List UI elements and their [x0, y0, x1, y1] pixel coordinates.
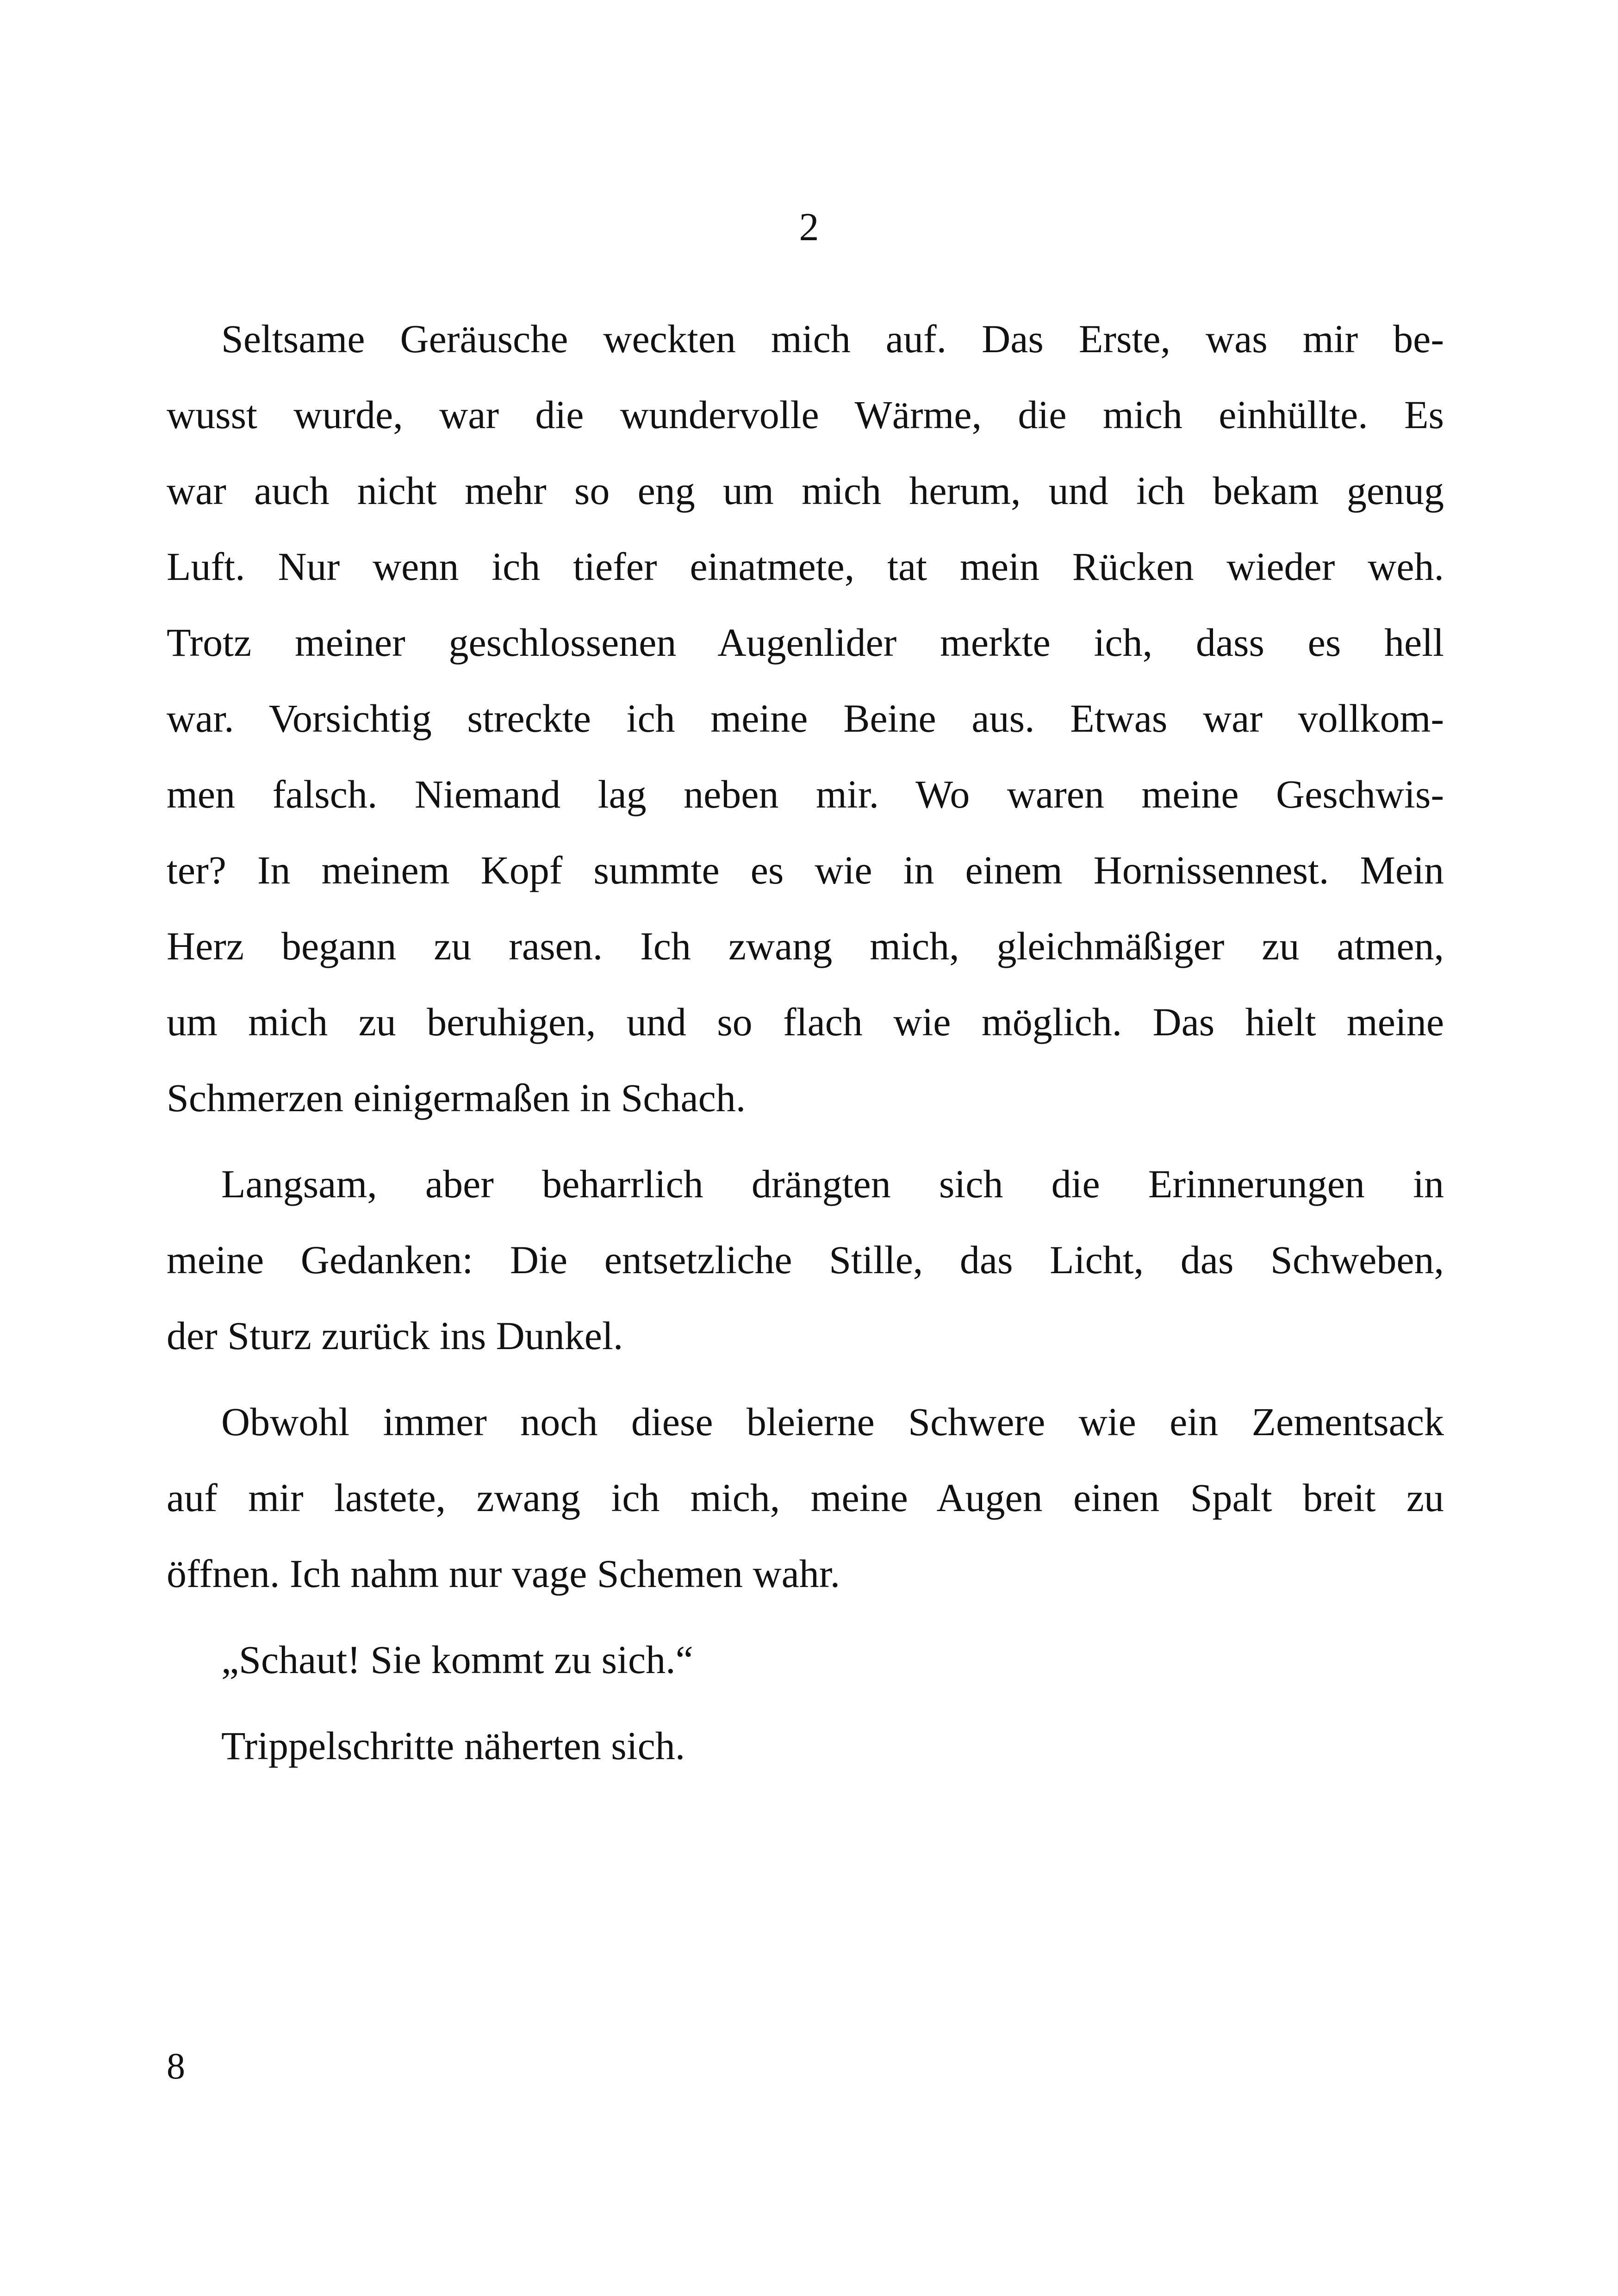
- text-line: Seltsame Geräusche weckten mich auf. Das Erste, was mir be-: [221, 317, 1444, 361]
- text-line: „Schaut! Sie kommt zu sich.“: [221, 1637, 693, 1682]
- text-line: Langsam, aber beharrlich drängten sich die Erinnerungen in: [221, 1162, 1444, 1206]
- text-line: Trippelschritte näherten sich.: [221, 1724, 685, 1768]
- text-line: Herz begann zu rasen. Ich zwang mich, gleichmäßiger zu atmen,: [167, 924, 1444, 968]
- paragraph: [167, 1622, 1444, 1698]
- text-line: öffnen. Ich nahm nur vage Schemen wahr.: [167, 1551, 840, 1596]
- chapter-number: 2: [799, 205, 819, 249]
- paragraph: [167, 1708, 1444, 1784]
- text-line: war. Vorsichtig streckte ich meine Beine aus. Etwas war vollkom-: [167, 696, 1444, 740]
- text-line: Obwohl immer noch diese bleierne Schwere wie ein Zementsack: [221, 1400, 1444, 1444]
- text-line: men falsch. Niemand lag neben mir. Wo waren meine Geschwis-: [167, 772, 1444, 816]
- text-line: Trotz meiner geschlossenen Augenlider merkte ich, dass es hell: [167, 620, 1444, 665]
- body-text: [167, 301, 1444, 1794]
- paragraph: [167, 1384, 1444, 1612]
- text-line: Luft. Nur wenn ich tiefer einatmete, tat mein Rücken wieder weh.: [167, 544, 1444, 589]
- page-number: 8: [167, 2046, 185, 2087]
- text-line: ter? In meinem Kopf summte es wie in einem Hornissennest. Mein: [167, 848, 1444, 892]
- paragraph: [167, 301, 1444, 1136]
- text-line: war auch nicht mehr so eng um mich herum, und ich bekam genug: [167, 468, 1444, 513]
- text-line: meine Gedanken: Die entsetzliche Stille, das Licht, das Schweben,: [167, 1238, 1444, 1282]
- text-line: der Sturz zurück ins Dunkel.: [167, 1313, 623, 1358]
- text-line: auf mir lastete, zwang ich mich, meine Augen einen Spalt breit zu: [167, 1475, 1444, 1520]
- text-line: um mich zu beruhigen, und so flach wie möglich. Das hielt meine: [167, 1000, 1444, 1044]
- text-line: wusst wurde, war die wundervolle Wärme, die mich einhüllte. Es: [167, 392, 1444, 437]
- paragraph: [167, 1146, 1444, 1374]
- text-line: Schmerzen einigermaßen in Schach.: [167, 1076, 746, 1120]
